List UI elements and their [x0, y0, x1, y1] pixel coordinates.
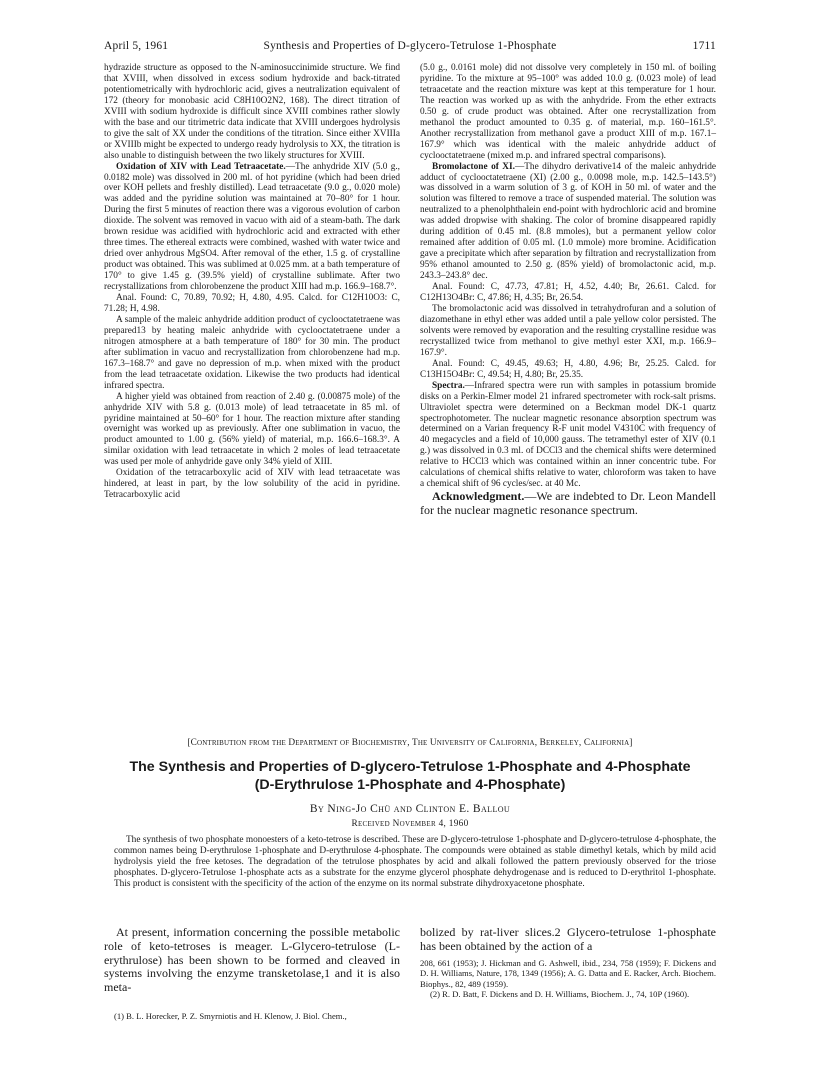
analysis-paragraph: Anal. Found: C, 49.45, 49.63; H, 4.80, 4.96; Br, 25.25. Calcd. for C13H15O4Br: C, 49.54; H, 4.80; Br, 25.35. [420, 358, 716, 380]
running-head [104, 40, 716, 56]
section-heading: Bromolactone of XI. [432, 161, 515, 172]
abstract: The synthesis of two phosphate monoesters of a keto-tetrose is described. These are D-glycero-tetrulose 1-phosphate and D-glycero-tetrulose 4-phosphate, the common names being D-erythrulose 1-phosphate and D-erythrulose 4-phosphate. The compounds were obtained as stable dimethyl ketals, which by mild acid hydrolysis yield the free ketoses. The degradation of the tetrulose phosphates by acid and alkali followed the pattern previously observed for the triose phosphates. D-glycero-Tetrulose 1-phosphate acts as a substrate for the enzyme glycerol phosphate dehydrogenase and is reduced to D-erythritol 1-phosphate. This product is consistent with the specificity of the action of the enzyme on its normal substrate dihydroxyacetone phosphate. [114, 835, 716, 889]
paragraph-text: —The dihydro derivative14 of the maleic anhydride adduct of cyclooctatetraene (XI) (2.00 g., 0.0098 mole, m.p. 142.5–143.5°) was dissolved in a warm solution of 3 g. of KOH in 50 ml. of water and the solution was filtered to remove a trace of suspended material. The solution was neutralized to a phenolphthalein end-point with hydrochloric acid and bromine was added dropwise with shaking. The color of bromine disappeared rapidly during addition of 0.45 ml. (8.8 mmoles), but a permanent yellow color remained after addition of 0.05 ml. (1.0 mmole) more bromine. Acidification gave a precipitate which after separation by filtration and recrystallization from 95% ethanol amounted to 2.50 g. (85% yield) of bromolactonic acid, m.p. 243.3–243.8° dec. [420, 161, 716, 282]
body-text-right: bolized by rat-liver slices.2 Glycero-tetrulose 1-phosphate has been obtained by the action of a [420, 925, 716, 953]
paragraph: (5.0 g., 0.0161 mole) did not dissolve very completely in 150 ml. of boiling pyridine. To the mixture at 95–100° was added 10.0 g. (0.023 mole) of lead tetraacetate and the reaction mixture was kept at this temperature for 1 hour. The reaction was worked up as with the anhydride. From the ether extracts 0.50 g. of crude product was obtained. After one recrystallization from methanol the product amounted to 0.35 g. of material, m.p. 160–161.5°. Another recrystallization from methanol gave a product XIII of m.p. 167.1–167.9° which was identical with the maleic anhydride adduct of cyclooctatetraene (mixed m.p. and infrared spectral comparisons). [420, 63, 716, 161]
footnote: (2) R. D. Batt, F. Dickens and D. H. Williams, Biochem. J., 74, 10P (1960). [430, 988, 690, 999]
ack-heading: Acknowledgment. [432, 489, 525, 504]
footnote: (1) B. L. Horecker, P. Z. Smyrniotis and H. Klenow, J. Biol. Chem., [114, 1011, 347, 1021]
running-title: Synthesis and Properties of D-glycero-Tetrulose 1-Phosphate [263, 40, 557, 52]
paragraph-text: —The anhydride XIV (5.0 g., 0.0182 mole) was dissolved in 200 ml. of hot pyridine (which had been dried over KOH pellets and freshly distilled). Lead tetraacetate (9.0 g., 0.020 mole) was added and the pyridine solution was maintained at 70–80° for 1 hour. During the first 5 minutes of reaction there was a vigorous evolution of carbon dioxide. The solvent was removed in vacuo with aid of a steam-bath. The dark brown residue was acidified with hydrochloric acid and extracted with ether three times. The ethereal extracts were combined, washed with water twice and dried over anhydrous MgSO4. After removal of the ether, 1.5 g. of crystalline product was obtained. This was sublimed at 0.025 mm. at a bath temperature of 170° to give 1.45 g. (39.5% yield) of crystalline sublimate. After two recrystallizations from chlorobenzene the product XIII had m.p. 166.9–168.7°. [104, 161, 400, 293]
section-heading: Oxidation of XIV with Lead Tetraacetate. [116, 161, 286, 172]
paragraph: hydrazide structure as opposed to the N-aminosuccinimide structure. We find that XVIII, when dissolved in excess sodium hydroxide and back-titrated potentiometrically with hydrochloric acid, gives a neutralization equivalent of 172 (theory for monobasic acid C8H10O2N2, 168). The direct titration of XVIII with sodium hydroxide is difficult since XVIII combines rather slowly with the base and our titrimetric data indicate that XVIII undergoes hydrolysis to give the salt of XX under the conditions of the titration. Since either XVIIIa or XVIIIb might be expected to undergo ready hydrolysis to XX, the titration is also unable to distinguish between the two likely structures for XVIII. [104, 63, 400, 161]
paragraph [104, 162, 400, 293]
paragraph: A higher yield was obtained from reaction of 2.40 g. (0.00875 mole) of the anhydride XIV with 5.8 g. (0.013 mole) of lead tetraacetate in 85 ml. of pyridine maintained at 50–60° for 1 hour. The reaction mixture after standing overnight was worked up as previously. After one sublimation in vacuo, the product amounted to 1.00 g. (56% yield) of material, m.p. 166.6–168.3°. A similar oxidation with lead tetraacetate in which 2 moles of lead tetraacetate was used per mole of anhydride gave only 34% yield of XIII. [104, 391, 400, 468]
footnotes-right [420, 958, 716, 999]
footnote: 208, 661 (1953); J. Hickman and G. Ashwell, ibid., 234, 758 (1959); F. Dickens and D. H. Williams, Nature, 178, 1349 (1956); A. G. Datta and E. Racker, Arch. Biochem. Biophys., 82, 489 (1959). [420, 958, 716, 989]
received-date: Received November 4, 1960 [351, 819, 469, 829]
left-column [104, 63, 400, 501]
contribution-line: [Contribution from the Department of Biochemistry, The University of California, Berkeley, California] [187, 738, 633, 748]
section-heading: Spectra. [432, 380, 465, 391]
acknowledgment [420, 490, 716, 518]
body-text-left: At present, information concerning the possible metabolic role of keto-tetroses is meager. L-Glycero-tetrulose (L-erythrulose) has been shown to be formed and cleaved in systems involving the enzyme transketolase,1 and it is also meta- [104, 925, 400, 995]
ack-text: —We are indebted to Dr. Leon Mandell for the nuclear magnetic resonance spectrum. [420, 489, 716, 517]
paragraph: Oxidation of the tetracarboxylic acid of XIV with lead tetraacetate was hindered, at least in part, by the low solubility of the acid in pyridine. Tetracarboxylic acid [104, 468, 400, 501]
page-number: 1711 [692, 40, 716, 52]
right-column [420, 63, 716, 518]
byline: By Ning-Jo Chü and Clinton E. Ballou [309, 803, 511, 815]
article-title [104, 758, 716, 794]
title-line: (D-Erythrulose 1-Phosphate and 4-Phosphate) [254, 777, 566, 793]
analysis-paragraph: Anal. Found: C, 70.89, 70.92; H, 4.80, 4.95. Calcd. for C12H10O3: C, 71.28; H, 4.98. [104, 293, 400, 314]
title-line: The Synthesis and Properties of D-glycero-Tetrulose 1-Phosphate and 4-Phosphate [129, 759, 691, 775]
analysis-paragraph: Anal. Found: C, 47.73, 47.81; H, 4.52, 4.40; Br, 26.61. Calcd. for C12H13O4Br: C, 47.86; H, 4.35; Br, 26.54. [420, 282, 716, 304]
paragraph-text: —Infrared spectra were run with samples in potassium bromide disks on a Perkin-Elmer model 21 infrared spectrometer with rock-salt prisms. Ultraviolet spectra were determined on a Beckman model DK-1 quartz spectrophotometer. The nuclear magnetic resonance absorption spectrum was determined on a Varian frequency R-F unit model V4310C with frequency of 40 megacycles and a field of 10,000 gauss. The tetramethyl ester of XIV (0.1 g.) was dissolved in 0.3 ml. of DCCl3 and the chemical shifts were determined relative to HCCl3 which was contained within an inner concentric tube. For calculations of chemical shifts relative to water, chloroform was taken to have a chemical shift of 96 cycles/sec. at 40 Mc. [420, 380, 716, 490]
paragraph: The bromolactonic acid was dissolved in tetrahydrofuran and a solution of diazomethane in ethyl ether was added until a pale yellow color persisted. The solvents were removed by evaporation and the resulting crystalline residue was recrystallized twice from methanol to give methyl ester XXI, m.p. 166.9–167.9°. [420, 303, 716, 358]
page-date: April 5, 1961 [104, 40, 169, 52]
paragraph: A sample of the maleic anhydride addition product of cyclooctatetraene was prepared13 by heating maleic anhydride with cyclooctatetraene under a nitrogen atmosphere at a bath temperature of 180° for 30 min. The product after sublimation in vacuo and recrystallization from chlorobenzene had m.p. 167.3–168.7° and gave no depression of m.p. when mixed with the product from the lead tetraacetate oxidation. Likewise the two products had identical infrared spectra. [104, 314, 400, 391]
paragraph [420, 381, 716, 491]
paragraph [420, 162, 716, 282]
